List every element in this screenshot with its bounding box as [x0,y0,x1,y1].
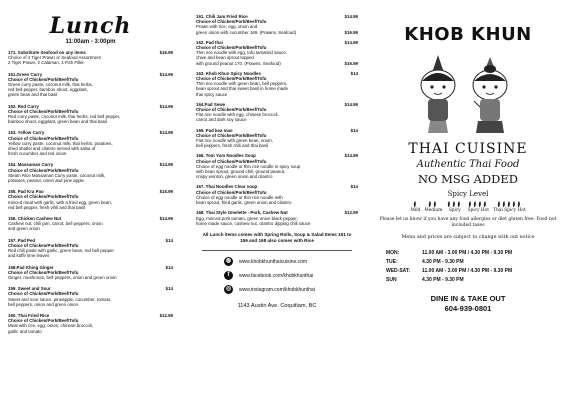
menu-item-price: $14 [165,237,173,243]
menu-item-price: $14.99 [344,101,358,107]
menu-item-desc: Green curry paste, coconut milk, thai herbs, [8,82,93,88]
spicy-level-label: Spicy [448,208,461,213]
menu-item-name: 156. Chicken Cashew Nut [8,216,62,222]
menu-item-desc: bell peppers, onion and green onion [8,301,79,307]
hours-row [386,250,558,259]
menu-item-choice: Choice of Chicken/Pork/Beef/Tofu [196,45,267,51]
globe-icon: ◍ [225,258,232,265]
menu-item-desc: bell peppers, fresh chili and thai basil [196,143,268,149]
menu-item-name: 166. Tom Yum Noodles Soup [196,153,256,159]
menu-item-desc: green bean and thai basil [8,92,58,98]
menu-item-upgrade-row [196,61,358,66]
website-link[interactable]: www.khobkhunthaicuisine.com [239,258,308,265]
lunch-note: All Lunch items comes with Spring Rolls, Soup & Salad Items 151 to 159 and 168 also comes with Rice [202,231,352,243]
facebook-row[interactable] [224,269,358,283]
menu-item-price: $15.99 [159,189,173,195]
menu-item-name: 171. Substitute Seafood on any items [8,50,86,55]
menu-item-price: $14.99 [344,153,358,159]
menu-item-desc: home made sauce, cashew nut, cilantro dipping chili sauce [196,220,311,226]
hours-day: SUN [386,277,397,283]
spicy-level-item [424,200,442,213]
spicy-level-label: Spicy Hot [467,208,489,213]
menu-item-desc: dried shallot and cilantro served with salsa of [8,146,96,152]
no-msg-notice: NO MSG ADDED [417,172,518,186]
menu-item [8,286,173,307]
menu-item-choice: Choice of Chicken/Pork/Beef/Tofu [8,108,79,114]
menu-item-desc: and kaffir lime leaves [8,253,50,259]
menu-item-desc: bean sprout and thai sweet basil in home made [196,86,289,92]
menu-item-desc: garlic and tomato [8,328,42,334]
authentic-tagline: Authentic Thai Food [416,159,520,170]
thai-couple-mascot-image [408,51,528,137]
instagram-icon: ◎ [225,286,232,293]
menu-item-name: 157. Pad Ped [8,237,36,243]
menu-item-choice: Choice of Chicken/Pork/Beef/Tofu [8,269,79,275]
menu-item-desc: Meat with rice, egg, onion, chinese broccoli, [8,323,94,329]
divider [202,250,352,251]
menu-item [196,71,358,97]
menu-item-price: $16.99 [159,50,173,55]
menu-item-price: $14.99 [344,39,358,45]
menu-item-name: 163. Khob Khun Spicy Noodles [196,70,261,76]
menu-item-choice: Choice of Chicken/Pork/Beef/Tofu [8,194,79,200]
menu-item [196,184,358,205]
hours-day: WED-SAT: [386,268,411,274]
menu-item-choice: Choice of Chicken/Pork/Beef/Tofu [8,167,79,173]
menu-item-desc: red bell pepper, bamboo shoot, eggplant, [8,87,88,93]
menu-item [8,313,173,334]
menu-item [196,102,358,123]
menu-item-name: 152. Red Curry [8,103,39,109]
thai-cuisine-heading: THAI CUISINE [408,141,528,157]
menu-item [196,153,358,179]
menu-item-price: $12.99 [159,312,173,318]
menu-item-desc: Flat rice noodle with green bean, onion, [196,138,273,144]
menu-items-left [8,50,173,334]
menu-item-desc: bamboo shoot, eggplant, green bean and thai basil [8,119,107,125]
menu-item-name: 153. Yellow Curry [8,130,45,136]
prices-note: Menu and prices are subject to change with out notice [401,235,535,240]
menu-item-price: $14.99 [159,71,173,77]
menu-item-price: $14.99 [159,103,173,109]
brand-name: KHOB KHUN [404,24,532,45]
instagram-row[interactable] [224,283,358,297]
menu-item-price: $14.99 [159,130,173,136]
menu-item [8,130,173,156]
menu-item-desc: Egg, minced pork tomato, green onion black pepper, [196,215,298,221]
menu-item-name: 161. Chili Jam Fried Rice [196,14,248,19]
menu-item-price: $14 [350,184,358,190]
menu-item-choice: Choice of Chicken/Pork/Beef/Tofu [196,132,267,138]
menu-item-price: $12.99 [344,210,358,216]
menu-item [8,72,173,98]
menu-item [8,50,173,66]
spicy-level-label: Thai Spicy Hot [493,208,526,213]
menu-item-price: $14.99 [159,162,173,168]
chili-pepper-icon [496,200,523,207]
menu-item-choice: Choice of Chicken/Pork/Beef/Tofu [196,19,267,25]
menu-item [196,128,358,149]
menu-item-desc: with ground peanut 170. (Prawns, Seafood) [196,60,281,66]
facebook-icon: f [224,271,233,280]
hours-time: 11.00 AM - 3.00 PM / 4.30 PM - 9.30 PM [422,250,513,256]
facebook-link[interactable]: www.facebook.com/khobkhunthai [239,272,314,279]
menu-item-upgrade-row [196,30,358,35]
menu-item-choice: Choice of Chicken/Pork/Beef/Tofu [196,189,267,195]
menu-item-desc: Choice of egg noodle or thin rice noodle with [196,194,283,200]
hours-day: MON: [386,250,400,256]
menu-item-name: 162. Pad thai [196,39,223,45]
hours-row [386,277,558,286]
hours-day: TUE: [386,259,398,265]
menu-item-upgrade-price: $16.99 [344,29,358,35]
spicy-level-title: Spicy Level [447,190,489,198]
menu-item-choice: Choice of Chicken/Pork/Beef/Tofu [196,107,267,113]
menu-item-choice: Choice of Chicken/Pork/Beef/Tofu [196,158,267,164]
menu-item-desc: Sweet and sour sauce, pineapple, cucumber, tomato, [8,296,112,302]
menu-item-desc: Choice of 4 Tiger Prawn or Seafood Assortment [8,55,101,61]
menu-item-choice: Choice of Chicken/Pork/Beef/Tofu [8,135,79,141]
menu-item [8,238,173,259]
menu-item-desc: green onion with cucumber 169. (Prawns, Seafood) [196,29,297,35]
menu-item-price: $14.99 [159,216,173,222]
instagram-link[interactable]: www.instagram.com/khobkhunthai [239,286,315,293]
menu-item-name: 164.Pad Sewe [196,101,226,107]
menu-item [8,189,173,210]
menu-item-name: 158.Pad Khing Ginger [8,264,54,270]
spicy-level-label: Medium [424,208,443,213]
spicy-level-item [446,200,463,213]
menu-item [196,14,358,35]
hours-row [386,259,558,268]
menu-item-price: $14 [350,70,358,76]
menu-item-name: 160. Thai Fried Rice [8,312,50,318]
menu-item-desc: Red chili paste with garlic, green bean, red bell pepper [8,248,114,254]
chili-pepper-icon [427,200,439,207]
menu-item-desc: carrot and dark soy sauce [196,117,247,123]
menu-item-desc: chive and bean sprout topped [196,55,254,61]
menu-item-name: 154. Massaman Curry [8,162,54,168]
menu-column-middle [196,14,358,309]
menu-item-desc: Thin rice noodle with egg, tofu tamarind sauce, [196,50,288,56]
menu-item-choice: Choice of Chicken/Pork/Beef/Tofu [8,318,79,324]
menu-item-desc: Ginger, mushroom, bell peppers, onion and green onion [8,274,117,280]
menu-item-desc: Choice of egg noodle or thin rice noodle in spicy soup [196,163,301,169]
menu-item-desc: minced meat with garlic, with a fried egg, green bean, [8,199,112,205]
hours-time: 4.30 PM - 9.30 PM [422,259,464,265]
chili-pepper-icon [446,200,463,207]
hours-row [386,268,558,277]
lunch-title: Lunch [49,13,132,39]
menu-item-choice: Choice of Chicken/Pork/Beef/Tofu [8,291,79,297]
menu-item-desc: Yellow curry paste, coconut milk, thai herbs, potatoes, [8,140,113,146]
menu-item [8,162,173,183]
menu-item-desc: and green onion [8,226,40,232]
menu-item-desc: fresh cucumber and red onion [8,151,67,157]
allergy-note: Please let us know if you have any food allergies or diet gluten free. Food not included taxes [379,217,557,228]
menu-item-desc: Steam Rice Massaman Curry paste, coconut milk, [8,172,106,178]
opening-hours [386,250,558,286]
menu-item [196,210,358,226]
menu-item-desc: potatoes, peanut, onion and pine apple [8,178,84,184]
menu-item-desc: red bell pepper, fresh vihli and thai basil [8,204,86,210]
menu-item-name: 165. Pad kea mao [196,127,233,133]
menu-item [8,265,173,281]
menu-item-choice: Choice of Chicken/Pork/Beef/Tofu [8,242,79,248]
menu-item-name: 151.Green Curry [8,71,43,77]
spicy-level-legend [378,200,558,213]
menu-item-desc: thai spicy sauce [196,91,228,97]
menu-item-name: 168. Thai Style Omelette - Pork, Cashew Nut [196,210,288,216]
spicy-level-item [410,200,420,213]
menu-item-choice: Choice of Chicken/Pork/Beef/Tofu [8,76,79,82]
menu-item [8,104,173,125]
menu-item-desc: Thin rice noodle with green bean, bell peppers, [196,81,288,87]
chili-pepper-icon [467,200,489,207]
menu-column-left [8,14,173,340]
menu-item-choice: Choice of Chicken/Pork/Beef/Tofu [196,76,267,82]
menu-item-upgrade-price: $16.99 [344,60,358,66]
menu-item-desc: Cashew nut, chili jam, carrot, bell peppers, onion [8,221,103,227]
menu-item-desc: Red curry paste, coconut milk, thai herbs, red bell pepper, [8,114,121,120]
social-links [224,255,358,297]
menu-items-middle [196,14,358,226]
menu-item-desc: Flat rice noodle with egg, chinese broccoli, [196,112,279,118]
spicy-level-label: Mild [410,208,421,213]
menu-item-desc: with bean sprout, ground chili, ground peanut, [196,169,286,175]
hours-time: 11.00 AM - 3.00 PM / 4.30 PM - 9.30 PM [422,268,513,274]
menu-item-name: 167. Thai Noodles Clear soup [196,184,258,190]
website-row[interactable] [224,255,358,269]
menu-item [196,40,358,66]
menu-item-desc: 2 Tiger Prawn, 2 Calamari, 1 Fish Fillet [8,60,84,66]
menu-item-desc: bean sprout, fried garlic, green onion and cilantro [196,200,292,206]
lunch-hours: 11:00am - 3:00pm [65,39,116,45]
menu-item-price: $14 [350,127,358,133]
menu-item-desc: Prawn with rice, egg, onion and [196,24,258,30]
menu-item-price: $14 [165,286,173,292]
spicy-level-item [467,200,489,213]
menu-item-name: 155. Pad Kra Pao [8,189,44,195]
menu-item [8,216,173,232]
spicy-level-item [493,200,525,213]
menu-item-name: 159. Sweet and Sour [8,286,51,292]
menu-item-price: $14.99 [344,14,358,19]
dine-in-take-out: DINE IN & TAKE OUT [430,294,506,303]
menu-item-price: $14 [165,264,173,270]
brand-column [378,0,558,313]
address: 1143 Austin Ave. Coquitlam, BC [237,302,317,309]
chili-pepper-icon [412,200,419,207]
phone-number[interactable]: 604-939-0801 [444,304,492,313]
menu-item-desc: crispy wonton, green onion and cilantro [196,174,273,180]
hours-time: 4.30 PM - 9.30 PM [422,277,464,283]
